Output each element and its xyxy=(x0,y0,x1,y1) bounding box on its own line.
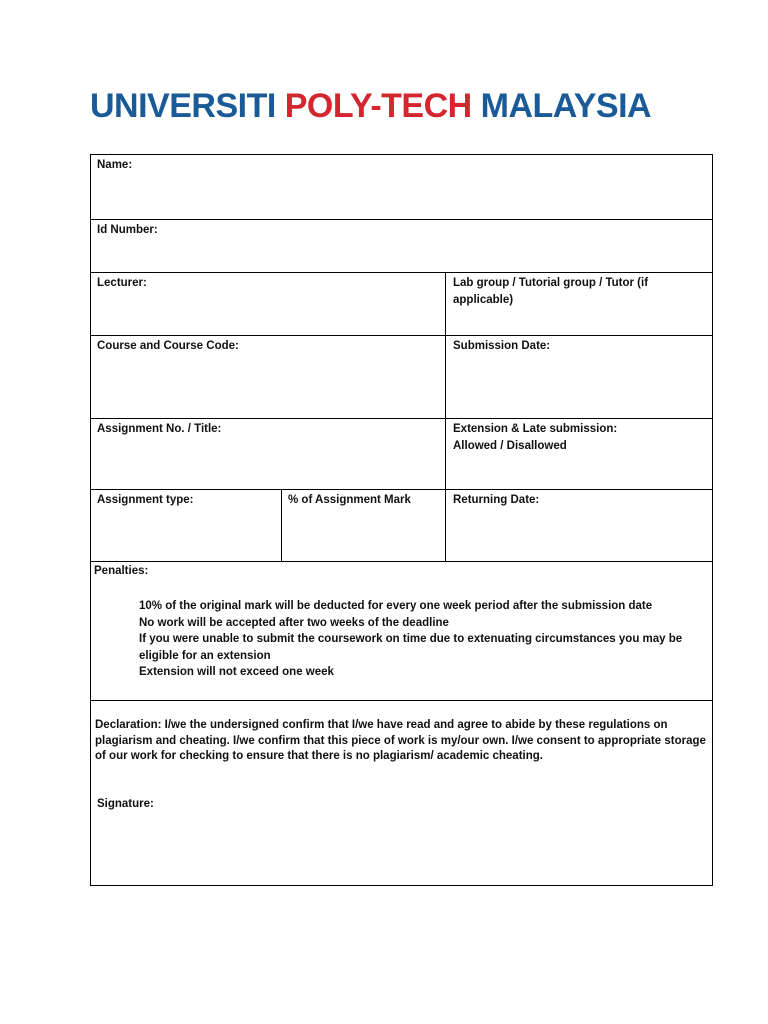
submission-date-label: Submission Date: xyxy=(453,340,551,352)
logo-malaysia: MALAYSIA xyxy=(471,87,652,125)
id-number-label: Id Number: xyxy=(97,224,158,236)
extension-field[interactable] xyxy=(453,421,711,487)
penalty-item: 10% of the original mark will be deducted for every one week period after the submission date xyxy=(139,600,653,612)
lab-group-field[interactable] xyxy=(453,275,711,333)
declaration-text: Declaration: I/we the undersigned confirm that I/we have read and agree to abide by these regulations on plagiarism and cheating. I/we confirm that this piece of work is my/our own. I/we consent to appropriate storage of our work for checking to ensure that there is no plagiarism/ academic cheating. xyxy=(95,719,706,762)
penalty-item: Extension will not exceed one week xyxy=(139,666,334,678)
assignment-title-field[interactable] xyxy=(97,421,441,487)
penalties-label: Penalties: xyxy=(94,565,149,577)
row-divider xyxy=(91,489,712,490)
id-number-field[interactable] xyxy=(97,222,697,270)
row-divider xyxy=(91,418,712,419)
assignment-cover-form xyxy=(90,154,713,886)
lecturer-label: Lecturer: xyxy=(97,277,147,289)
logo-universiti: UNIVERSITI xyxy=(90,87,285,125)
percent-mark-field[interactable] xyxy=(288,492,443,558)
row-divider xyxy=(91,561,712,562)
returning-date-field[interactable] xyxy=(453,492,711,558)
percent-mark-label: % of Assignment Mark xyxy=(288,494,411,506)
assignment-type-label: Assignment type: xyxy=(97,494,194,506)
returning-date-label: Returning Date: xyxy=(453,494,540,506)
penalties-list xyxy=(139,598,709,681)
lecturer-field[interactable] xyxy=(97,275,441,333)
assignment-type-field[interactable] xyxy=(97,492,279,558)
row-divider xyxy=(91,335,712,336)
submission-date-field[interactable] xyxy=(453,338,711,416)
penalties-heading xyxy=(94,563,294,583)
extension-options: Allowed / Disallowed xyxy=(453,440,567,452)
logo-poly-tech: POLY-TECH xyxy=(284,87,472,125)
name-label: Name: xyxy=(97,159,133,171)
column-divider xyxy=(445,272,446,561)
assignment-title-label: Assignment No. / Title: xyxy=(97,423,222,435)
penalty-item: No work will be accepted after two weeks of the deadline xyxy=(139,616,449,629)
penalty-item: If you were unable to submit the coursework on time due to extenuating circumstances you may be eligible for an extension xyxy=(139,633,683,662)
lab-group-label: Lab group / Tutorial group / Tutor (if applicable) xyxy=(453,277,649,306)
course-field[interactable] xyxy=(97,338,441,416)
extension-label: Extension & Late submission: xyxy=(453,423,618,435)
name-field[interactable] xyxy=(97,157,697,217)
signature-field[interactable] xyxy=(97,796,707,882)
row-divider xyxy=(91,272,712,273)
row-divider xyxy=(91,700,712,701)
course-label: Course and Course Code: xyxy=(97,340,239,352)
row-divider xyxy=(91,219,712,220)
column-divider xyxy=(281,489,282,561)
signature-label: Signature: xyxy=(97,798,154,810)
university-logo xyxy=(90,86,651,126)
